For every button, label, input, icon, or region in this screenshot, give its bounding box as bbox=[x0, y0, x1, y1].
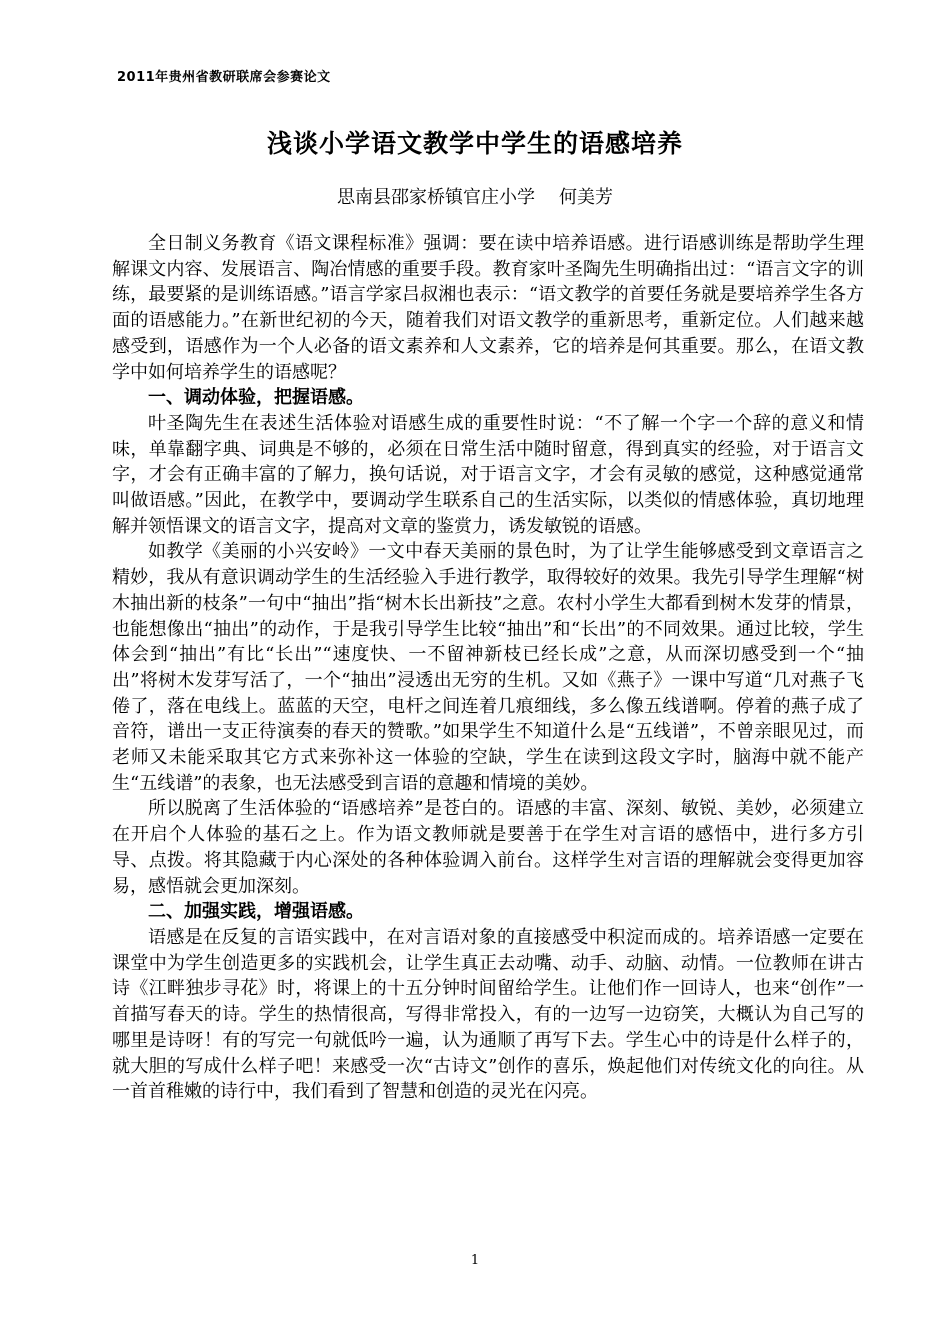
paragraph: 所以脱离了生活体验的“语感培养”是苍白的。语感的丰富、深刻、敏锐、美妙，必须建立在开启个人体验的基石之上。作为语文教师就是要善于在学生对言语的感悟中，进行多方引导、点拨。将其隐藏于内心深处的各种体验调入前台。这样学生对言语的理解就会变得更加容易，感悟就会更加深刻。 bbox=[112, 798, 864, 897]
paragraph: 叶圣陶先生在表述生活体验对语感生成的重要性时说：“不了解一个字一个辞的意义和情味，单靠翻字典、词典是不够的，必须在日常生活中随时留意，得到真实的经验，对于语言文字，才会有正确丰富的了解力，换句话说，对于语言文字，才会有灵敏的感觉，这种感觉通常叫做语感。”因此，在教学中，要调动学生联系自己的生活实际，以类似的情感体验，真切地理解并领悟课文的语言文字，提高对文章的鉴赏力，诱发敏锐的语感。 bbox=[112, 412, 864, 537]
author-school: 思南县邵家桥镇官庄小学 bbox=[337, 187, 535, 208]
author-line bbox=[0, 183, 950, 209]
page-number: 1 bbox=[470, 1253, 480, 1268]
paragraph: 语感是在反复的言语实践中，在对言语对象的直接感受中积淀而成的。培养语感一定要在课堂中为学生创造更多的实践机会，让学生真正去动嘴、动手、动脑、动情。一位教师在讲古诗《江畔独步寻花》时，将课上的十五分钟时间留给学生。让他们作一回诗人，也来“创作”一首描写春天的诗。学生的热情很高，写得非常投入，有的一边写一边窃笑，大概认为自己写的哪里是诗呀！有的写完一句就低吟一遍，认为通顺了再写下去。学生心中的诗是什么样子的，就大胆的写成什么样子吧！来感受一次“古诗文”创作的喜乐，焕起他们对传统文化的向往。从一首首稚嫩的诗行中，我们看到了智慧和创造的灵光在闪亮。 bbox=[112, 926, 864, 1103]
section-heading-2: 二、加强实践，增强语感。 bbox=[148, 901, 364, 923]
author-name: 何美芳 bbox=[559, 187, 613, 208]
section-heading-1: 一、调动体验，把握语感。 bbox=[148, 387, 364, 409]
document-title: 浅谈小学语文教学中学生的语感培养 bbox=[266, 129, 683, 158]
document-header: 2011年贵州省教研联席会参赛论文 bbox=[117, 70, 331, 85]
paragraph-intro: 全日制义务教育《语文课程标准》强调：要在读中培养语感。进行语感训练是帮助学生理解课文内容、发展语言、陶冶情感的重要手段。教育家叶圣陶先生明确指出过：“语言文字的训练，最要紧的是训练语感。”语言学家吕叔湘也表示：“语文教学的首要任务就是要培养学生各方面的语感能力。”在新世纪初的今天，随着我们对语文教学的重新思考，重新定位。人们越来越感受到，语感作为一个人必备的语文素养和人文素养，它的培养是何其重要。那么，在语文教学中如何培养学生的语感呢？ bbox=[112, 233, 864, 383]
document-body bbox=[112, 231, 864, 1105]
paragraph: 如教学《美丽的小兴安岭》一文中春天美丽的景色时，为了让学生能够感受到文章语言之精妙，我从有意识调动学生的生活经验入手进行教学，取得较好的效果。我先引导学生理解“树木抽出新的枝条”一句中“抽出”指“树木长出新技”之意。农村小学生大都看到树木发芽的情景，也能想像出“抽出”的动作，于是我引导学生比较“抽出”和“长出”的不同效果。通过比较，学生体会到“抽出”有比“长出”“速度快、一不留神新枝已经长成”之意，从而深切感受到一个“抽出”将树木发芽写活了，一个“抽出”浸透出无穷的生机。又如《燕子》一课中写道“几对燕子飞倦了，落在电线上。蓝蓝的天空，电杆之间连着几痕细线，多么像五线谱啊。停着的燕子成了音符，谱出一支正待演奏的春天的赞歌。”如果学生不知道什么是“五线谱”，不曾亲眼见过，而老师又未能采取其它方式来弥补这一体验的空缺，学生在读到这段文字时，脑海中就不能产生“五线谱”的表象，也无法感受到言语的意趣和情境的美妙。 bbox=[112, 541, 864, 794]
